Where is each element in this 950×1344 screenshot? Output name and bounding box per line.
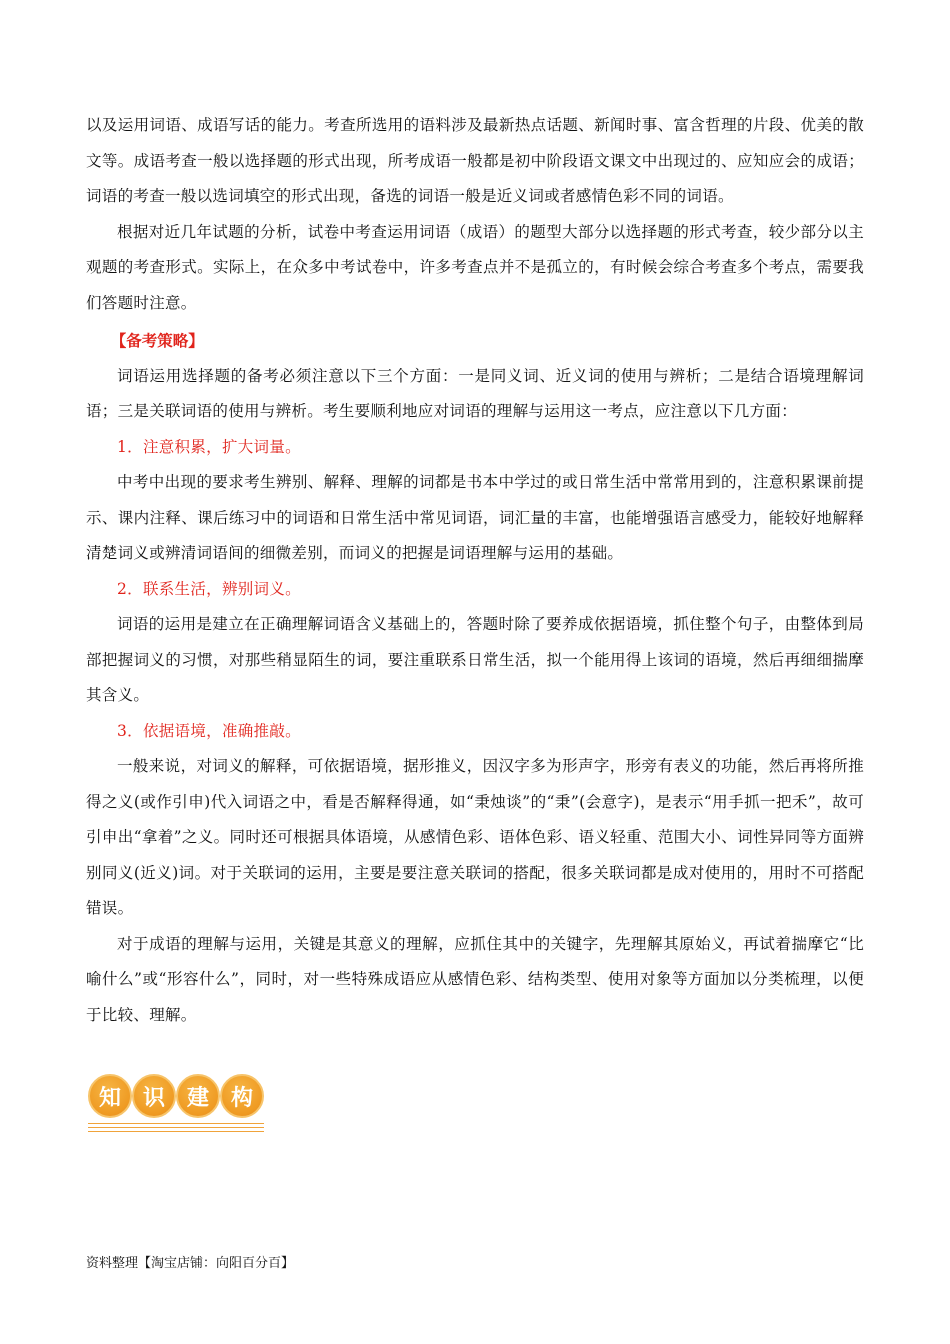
knowledge-structure-banner (88, 1074, 268, 1132)
paragraph-connect-life: 词语的运用是建立在正确理解词语含义基础上的，答题时除了要养成依据语境，抓住整个句子，由整体到局部把握词义的习惯，对那些稍显陌生的词，要注重联系日常生活，拟一个能用得上该词的语境，然后再细细揣摩其含义。 (86, 615, 864, 704)
subheading-accumulate: 1．注意积累，扩大词量。 (117, 437, 301, 456)
banner-char-badge: 识 (132, 1074, 176, 1118)
page-footer: 资料整理【淘宝店铺：向阳百分百】 (86, 1256, 295, 1271)
paragraph-idioms: 对于成语的理解与运用，关键是其意义的理解，应抓住其中的关键字，先理解其原始义，再试着揣摩它“比喻什么”或“形容什么”，同时，对一些特殊成语应从感情色彩、结构类型、使用对象等方面加以分类梳理，以便于比较、理解。 (86, 934, 864, 1024)
paragraph-strategy-overview: 词语运用选择题的备考必须注意以下三个方面：一是同义词、近义词的使用与辨析；二是结合语境理解词语；三是关联词语的使用与辨析。考生要顺利地应对词语的理解与运用这一考点，应注意以下几方面： (86, 366, 864, 420)
subheading-context: 3．依据语境，准确推敲。 (117, 721, 301, 740)
section-heading-strategy: 【备考策略】 (110, 331, 204, 350)
subheading-connect-life: 2．联系生活，辨别词义。 (117, 579, 301, 598)
paragraph-context: 一般来说，对词义的解释，可依据语境，据形推义，因汉字多为形声字，形旁有表义的功能，然后再将所推得之义(或作引申)代入词语之中，看是否解释得通，如“秉烛谈”的“秉”(会意字)，是表示“用手抓一把禾”，故可引申出“拿着”之义。同时还可根据具体语境，从感情色彩、语体色彩、语义轻重、范围大小、词性异同等方面辨别同义(近义)词。对于关联词的运用，主要是要注意关联词的搭配，很多关联词都是成对使用的，用时不可搭配错误。 (86, 757, 864, 917)
paragraph-accumulate: 中考中出现的要求考生辨别、解释、理解的词都是书本中学过的或日常生活中常常用到的，注意积累课前提示、课内注释、课后练习中的词语和日常生活中常见词语，词汇量的丰富，也能增强语言感受力，能较好地解释清楚词义或辨清词语间的细微差别，而词义的把握是词语理解与运用的基础。 (86, 473, 864, 562)
banner-underline (88, 1123, 264, 1124)
banner-char-badge: 建 (176, 1074, 220, 1118)
banner-char-badge: 知 (88, 1074, 132, 1118)
paragraph-analysis: 根据对近几年试题的分析，试卷中考查运用词语（成语）的题型大部分以选择题的形式考查，较少部分以主观题的考查形式。实际上，在众多中考试卷中，许多考查点并不是孤立的，有时候会综合考查多个考点，需要我们答题时注意。 (86, 222, 864, 312)
banner-char-badge: 构 (220, 1074, 264, 1118)
document-body (86, 108, 864, 1033)
banner-underline (88, 1131, 264, 1132)
paragraph-intro-continued: 以及运用词语、成语写话的能力。考查所选用的语料涉及最新热点话题、新闻时事、富含哲理的片段、优美的散文等。成语考查一般以选择题的形式出现，所考成语一般都是初中阶段语文课文中出现过的、应知应会的成语；词语的考查一般以选词填空的形式出现，备选的词语一般是近义词或者感情色彩不同的词语。 (86, 116, 864, 205)
banner-underline (88, 1127, 264, 1128)
